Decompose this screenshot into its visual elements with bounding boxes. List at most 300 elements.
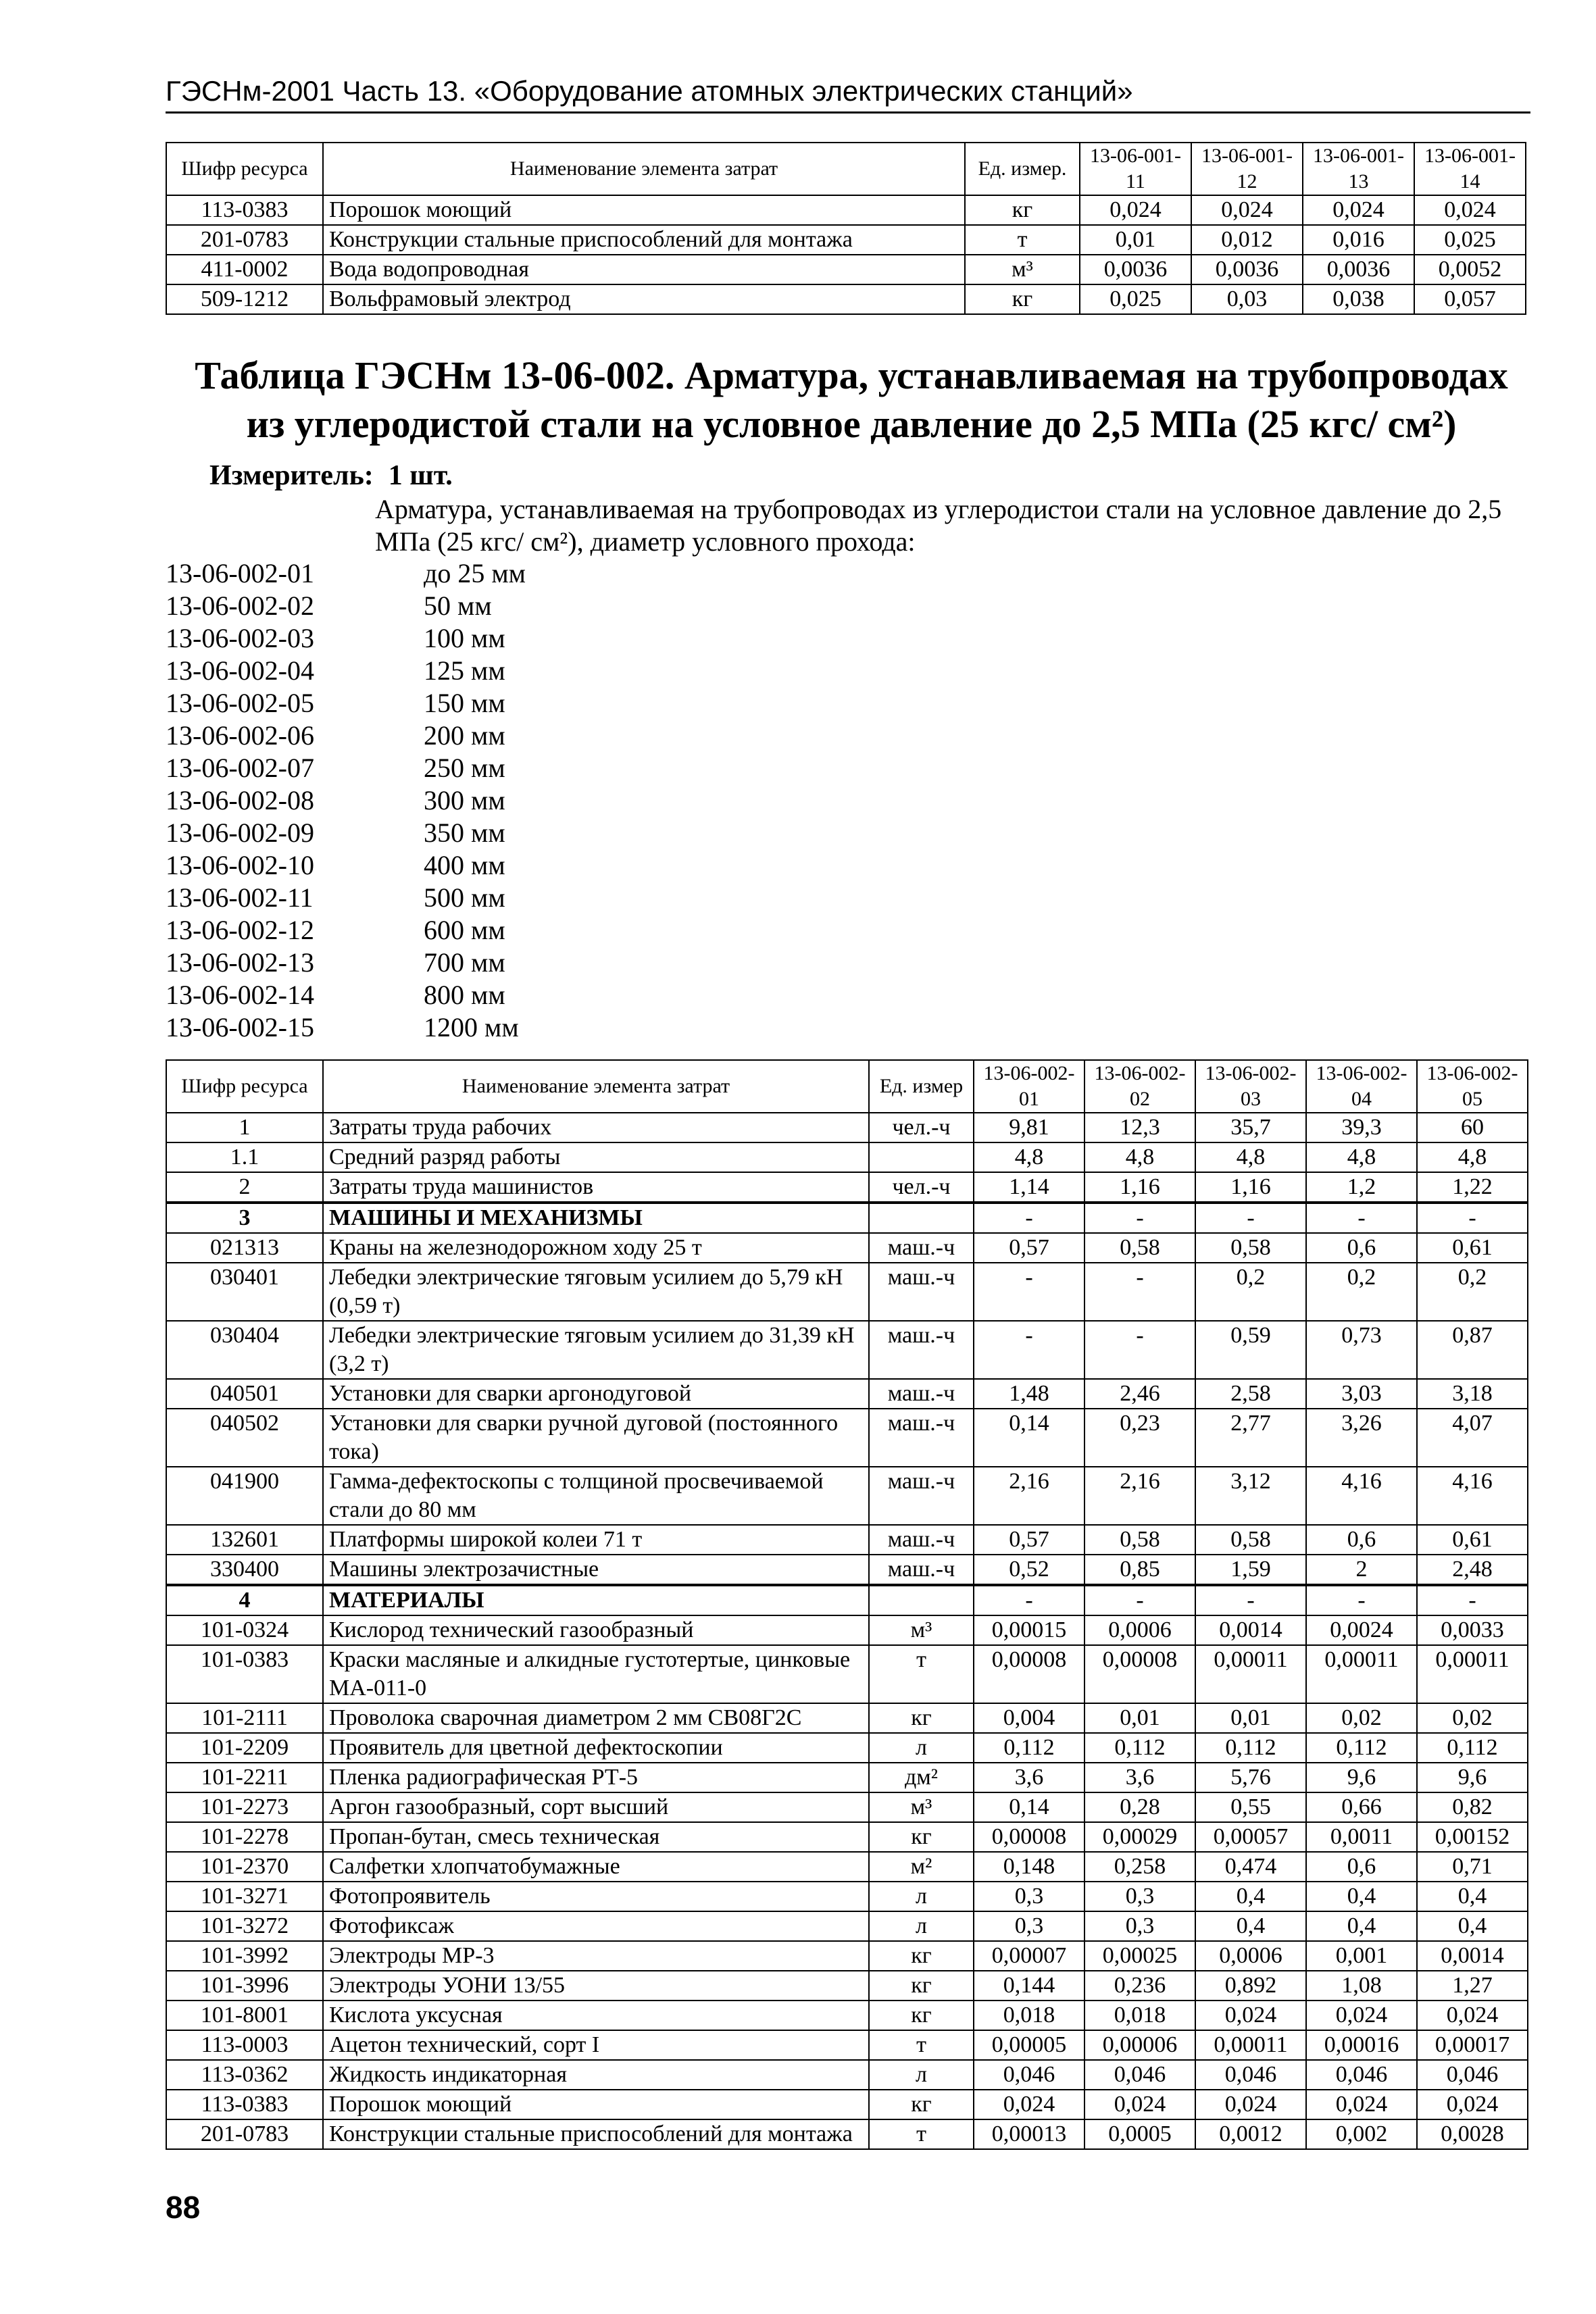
unit-cell	[869, 1585, 974, 1615]
table-row	[166, 1233, 1528, 1263]
value-cell: -	[1084, 1585, 1195, 1615]
resource-name-cell: Установки для сварки аргонодуговой	[323, 1379, 869, 1409]
norm-code: 13-06-002-08	[166, 785, 314, 815]
value-cell: -	[1084, 1321, 1195, 1379]
value-cell: 0,024	[1195, 2001, 1306, 2030]
norm-code: 13-06-002-11	[166, 882, 314, 913]
value-cell: 3,26	[1306, 1409, 1417, 1467]
value-cell: 3,6	[1084, 1763, 1195, 1792]
unit-cell: т	[869, 1645, 974, 1703]
column-header: 13-06-001-13	[1303, 143, 1414, 195]
column-header: 13-06-001-14	[1414, 143, 1526, 195]
resource-code-cell: 101-0324	[166, 1615, 323, 1645]
value-cell: -	[974, 1321, 1084, 1379]
table-row	[166, 1882, 1528, 1911]
value-cell: -	[1417, 1203, 1528, 1233]
value-cell: 0,046	[1417, 2060, 1528, 2090]
column-header: Шифр ресурса	[166, 1060, 323, 1113]
resource-code-cell: 411-0002	[166, 255, 323, 284]
column-header: Ед. измер	[869, 1060, 974, 1113]
value-cell: м³	[965, 255, 1080, 284]
value-cell: 0,58	[1084, 1525, 1195, 1555]
unit-cell: дм²	[869, 1763, 974, 1792]
value-cell: 0,58	[1195, 1525, 1306, 1555]
value-cell: -	[974, 1203, 1084, 1233]
norm-code-item	[166, 590, 526, 622]
value-cell: 0,024	[1417, 2090, 1528, 2119]
value-cell: 0,61	[1417, 1525, 1528, 1555]
value-cell: -	[1306, 1203, 1417, 1233]
value-cell: 0,02	[1306, 1703, 1417, 1733]
norm-diameter: 1200 мм	[424, 1012, 519, 1042]
meter-line	[209, 459, 468, 492]
resource-code-cell: 101-3271	[166, 1882, 323, 1911]
value-cell: 0,14	[974, 1409, 1084, 1467]
resource-name-cell: Вольфрамовый электрод	[323, 284, 965, 314]
value-cell: 0,112	[1084, 1733, 1195, 1763]
value-cell: 0,112	[1417, 1733, 1528, 1763]
norm-code: 13-06-002-15	[166, 1012, 314, 1042]
value-cell: 0,002	[1306, 2119, 1417, 2149]
value-cell: 0,0005	[1084, 2119, 1195, 2149]
resource-name-cell: Конструкции стальные приспособлений для монтажа	[323, 2119, 869, 2149]
value-cell: кг	[965, 195, 1080, 225]
value-cell: 0,00011	[1306, 1645, 1417, 1703]
column-header: 13-06-002-01	[974, 1060, 1084, 1113]
value-cell: 0,112	[1195, 1733, 1306, 1763]
value-cell: 2,46	[1084, 1379, 1195, 1409]
value-cell: 1,16	[1195, 1172, 1306, 1203]
value-cell: 0,55	[1195, 1792, 1306, 1822]
value-cell: 0,144	[974, 1971, 1084, 2001]
column-header: Наименование элемента затрат	[323, 1060, 869, 1113]
resource-name-cell: Фотопроявитель	[323, 1882, 869, 1911]
value-cell: 0,58	[1084, 1233, 1195, 1263]
value-cell: 0,025	[1080, 284, 1191, 314]
value-cell: 0,87	[1417, 1321, 1528, 1379]
resource-code-cell: 4	[166, 1585, 323, 1615]
value-cell: 0,148	[974, 1852, 1084, 1882]
norm-code-item	[166, 622, 526, 655]
table-row	[166, 1263, 1528, 1321]
value-cell: 0,016	[1303, 225, 1414, 255]
resource-code-cell: 113-0383	[166, 2090, 323, 2119]
norm-code: 13-06-002-07	[166, 753, 314, 783]
norm-code: 13-06-002-14	[166, 980, 314, 1010]
value-cell: 0,0052	[1414, 255, 1526, 284]
value-cell: 0,57	[974, 1233, 1084, 1263]
resource-code-cell: 040502	[166, 1409, 323, 1467]
value-cell: 0,0036	[1080, 255, 1191, 284]
value-cell: 0,00017	[1417, 2030, 1528, 2060]
norm-code: 13-06-002-03	[166, 623, 314, 653]
norm-code-item	[166, 752, 526, 784]
table-row	[166, 1941, 1528, 1971]
value-cell: 0,01	[1195, 1703, 1306, 1733]
norm-diameter: 100 мм	[424, 623, 505, 653]
column-header: 13-06-002-03	[1195, 1060, 1306, 1113]
running-header: ГЭСНм-2001 Часть 13. «Оборудование атомных электрических станций»	[166, 71, 1530, 114]
value-cell: 0,0012	[1195, 2119, 1306, 2149]
value-cell: 4,16	[1417, 1467, 1528, 1525]
value-cell: 2,58	[1195, 1379, 1306, 1409]
resource-code-cell: 101-2211	[166, 1763, 323, 1792]
resource-name-cell: Платформы широкой колеи 71 т	[323, 1525, 869, 1555]
resource-name-cell: Краны на железнодорожном ходу 25 т	[323, 1233, 869, 1263]
unit-cell: маш.-ч	[869, 1555, 974, 1585]
norm-code: 13-06-002-12	[166, 915, 314, 945]
value-cell: 0,001	[1306, 1941, 1417, 1971]
norm-code-item	[166, 720, 526, 752]
value-cell: 0,024	[1417, 2001, 1528, 2030]
value-cell: 0,01	[1084, 1703, 1195, 1733]
value-cell: кг	[965, 284, 1080, 314]
table1-header-row	[166, 143, 1526, 195]
unit-cell: м³	[869, 1615, 974, 1645]
value-cell: 0,024	[1306, 2001, 1417, 2030]
value-cell: 0,024	[1191, 195, 1303, 225]
norm-code-item	[166, 1011, 526, 1044]
value-cell: 0,024	[1084, 2090, 1195, 2119]
resource-name-cell: Жидкость индикаторная	[323, 2060, 869, 2090]
resource-code-cell: 040501	[166, 1379, 323, 1409]
value-cell: 0,00011	[1195, 1645, 1306, 1703]
table-row	[166, 2060, 1528, 2090]
norm-diameter: до 25 мм	[424, 558, 526, 588]
value-cell: 1,14	[974, 1172, 1084, 1203]
value-cell: 0,025	[1414, 225, 1526, 255]
value-cell: 4,8	[1084, 1142, 1195, 1172]
value-cell: 0,112	[974, 1733, 1084, 1763]
unit-cell: кг	[869, 1822, 974, 1852]
norm-code-item	[166, 784, 526, 817]
value-cell: 12,3	[1084, 1113, 1195, 1142]
unit-cell: маш.-ч	[869, 1409, 974, 1467]
value-cell: -	[974, 1585, 1084, 1615]
norm-code: 13-06-002-02	[166, 590, 314, 621]
table-row	[166, 2030, 1528, 2060]
value-cell: 0,00008	[1084, 1645, 1195, 1703]
value-cell: 0,59	[1195, 1321, 1306, 1379]
value-cell: 2,16	[1084, 1467, 1195, 1525]
unit-cell: т	[869, 2030, 974, 2060]
resource-code-cell: 509-1212	[166, 284, 323, 314]
resource-code-cell: 030404	[166, 1321, 323, 1379]
resource-name-cell: Аргон газообразный, сорт высший	[323, 1792, 869, 1822]
value-cell: 0,474	[1195, 1852, 1306, 1882]
value-cell: 0,6	[1306, 1852, 1417, 1882]
norm-diameter: 500 мм	[424, 882, 505, 913]
page-number: 88	[166, 2190, 201, 2225]
norm-code: 13-06-002-05	[166, 688, 314, 718]
unit-cell: кг	[869, 1703, 974, 1733]
value-cell: 0,00011	[1417, 1645, 1528, 1703]
resource-name-cell: Порошок моющий	[323, 195, 965, 225]
value-cell: 1,27	[1417, 1971, 1528, 2001]
resource-code-cell: 101-2370	[166, 1852, 323, 1882]
section-row	[166, 1203, 1528, 1233]
value-cell: 0,61	[1417, 1233, 1528, 1263]
table-row	[166, 1763, 1528, 1792]
norm-diameter: 200 мм	[424, 720, 505, 751]
unit-cell: л	[869, 1882, 974, 1911]
value-cell: 0,046	[974, 2060, 1084, 2090]
resource-code-cell: 330400	[166, 1555, 323, 1585]
value-cell: 2,77	[1195, 1409, 1306, 1467]
table-row	[166, 1142, 1528, 1172]
table-row	[166, 1525, 1528, 1555]
table-row	[166, 1409, 1528, 1467]
column-header: 13-06-001-12	[1191, 143, 1303, 195]
value-cell: 0,6	[1306, 1233, 1417, 1263]
norm-code-item	[166, 557, 526, 590]
norm-code: 13-06-002-04	[166, 655, 314, 686]
norm-code-list	[166, 557, 526, 1044]
value-cell: 0,0033	[1417, 1615, 1528, 1645]
norm-diameter: 150 мм	[424, 688, 505, 718]
value-cell: т	[965, 225, 1080, 255]
value-cell: 0,00057	[1195, 1822, 1306, 1852]
resource-name-cell: Затраты труда машинистов	[323, 1172, 869, 1203]
value-cell: 0,0006	[1084, 1615, 1195, 1645]
value-cell: 0,2	[1306, 1263, 1417, 1321]
resource-table-001	[166, 142, 1526, 315]
resource-name-cell: Машины электрозачистные	[323, 1555, 869, 1585]
column-header: 13-06-002-04	[1306, 1060, 1417, 1113]
value-cell: 2	[1306, 1555, 1417, 1585]
table-row	[166, 1971, 1528, 2001]
table2-header-row	[166, 1060, 1528, 1113]
norm-code: 13-06-002-13	[166, 947, 314, 978]
value-cell: 0,012	[1191, 225, 1303, 255]
value-cell: 39,3	[1306, 1113, 1417, 1142]
resource-code-cell: 030401	[166, 1263, 323, 1321]
resource-code-cell: 113-0362	[166, 2060, 323, 2090]
norm-diameter: 250 мм	[424, 753, 505, 783]
resource-code-cell: 101-3996	[166, 1971, 323, 2001]
value-cell: 0,2	[1195, 1263, 1306, 1321]
value-cell: 0,0014	[1195, 1615, 1306, 1645]
column-header: 13-06-002-05	[1417, 1060, 1528, 1113]
resource-code-cell: 201-0783	[166, 2119, 323, 2149]
table-row	[166, 255, 1526, 284]
resource-code-cell: 101-2278	[166, 1822, 323, 1852]
table-row	[166, 1379, 1528, 1409]
value-cell: 0,23	[1084, 1409, 1195, 1467]
resource-name-cell: Затраты труда рабочих	[323, 1113, 869, 1142]
norm-intro: Арматура, устанавливаемая на трубопроводах из углеродистои стали на условное давление до 2,5 МПа (25 кгс/ см²), диаметр условного прохода:	[375, 494, 1502, 557]
resource-name-cell: Средний разряд работы	[323, 1142, 869, 1172]
norm-code: 13-06-002-01	[166, 558, 314, 588]
value-cell: 0,3	[1084, 1911, 1195, 1941]
value-cell: 1,22	[1417, 1172, 1528, 1203]
value-cell: 0,01	[1080, 225, 1191, 255]
unit-cell: маш.-ч	[869, 1321, 974, 1379]
resource-code-cell: 101-0383	[166, 1645, 323, 1703]
norm-code-item	[166, 882, 526, 914]
unit-cell: маш.-ч	[869, 1263, 974, 1321]
table-row	[166, 1172, 1528, 1203]
resource-name-cell: Проявитель для цветной дефектоскопии	[323, 1733, 869, 1763]
resource-code-cell: 132601	[166, 1525, 323, 1555]
value-cell: 3,6	[974, 1763, 1084, 1792]
unit-cell: кг	[869, 1971, 974, 2001]
table-row	[166, 1467, 1528, 1525]
value-cell: 0,0014	[1417, 1941, 1528, 1971]
unit-cell: маш.-ч	[869, 1233, 974, 1263]
value-cell: 2,16	[974, 1467, 1084, 1525]
value-cell: -	[1417, 1585, 1528, 1615]
value-cell: 0,024	[1306, 2090, 1417, 2119]
resource-code-cell: 113-0003	[166, 2030, 323, 2060]
value-cell: 0,057	[1414, 284, 1526, 314]
unit-cell: т	[869, 2119, 974, 2149]
resource-name-cell: Лебедки электрические тяговым усилием до 31,39 кН (3,2 т)	[323, 1321, 869, 1379]
column-header: Шифр ресурса	[166, 143, 323, 195]
value-cell: 0,28	[1084, 1792, 1195, 1822]
resource-code-cell: 101-2273	[166, 1792, 323, 1822]
table-row	[166, 2001, 1528, 2030]
column-header: Ед. измер.	[965, 143, 1080, 195]
resource-name-cell: Лебедки электрические тяговым усилием до 5,79 кН (0,59 т)	[323, 1263, 869, 1321]
norm-diameter: 600 мм	[424, 915, 505, 945]
value-cell: 0,0011	[1306, 1822, 1417, 1852]
resource-code-cell: 021313	[166, 1233, 323, 1263]
section-row	[166, 1585, 1528, 1615]
resource-name-cell: Пропан-бутан, смесь техническая	[323, 1822, 869, 1852]
value-cell: 0,00008	[974, 1822, 1084, 1852]
value-cell: 4,8	[1306, 1142, 1417, 1172]
meter-label: Измеритель:	[209, 460, 374, 491]
value-cell: 0,6	[1306, 1525, 1417, 1555]
resource-code-cell: 101-3272	[166, 1911, 323, 1941]
resource-name-cell: Электроды МР-3	[323, 1941, 869, 1971]
norm-diameter: 700 мм	[424, 947, 505, 978]
value-cell: 0,018	[1084, 2001, 1195, 2030]
value-cell: 3,03	[1306, 1379, 1417, 1409]
value-cell: 0,4	[1195, 1911, 1306, 1941]
resource-name-cell: Электроды УОНИ 13/55	[323, 1971, 869, 2001]
resource-code-cell: 101-8001	[166, 2001, 323, 2030]
value-cell: 0,4	[1195, 1882, 1306, 1911]
resource-name-cell: Кислота уксусная	[323, 2001, 869, 2030]
value-cell: 1,08	[1306, 1971, 1417, 2001]
unit-cell: чел.-ч	[869, 1113, 974, 1142]
table-row	[166, 1321, 1528, 1379]
unit-cell: л	[869, 2060, 974, 2090]
resource-code-cell: 3	[166, 1203, 323, 1233]
value-cell: 0,024	[1080, 195, 1191, 225]
unit-cell: маш.-ч	[869, 1525, 974, 1555]
value-cell: 0,4	[1417, 1882, 1528, 1911]
meter-value: 1 шт.	[388, 460, 453, 491]
norm-code-item	[166, 947, 526, 979]
norm-diameter: 400 мм	[424, 850, 505, 880]
norm-code: 13-06-002-06	[166, 720, 314, 751]
value-cell: 0,0028	[1417, 2119, 1528, 2149]
resource-name-cell: Краски масляные и алкидные густотертые, цинковые МА-011-0	[323, 1645, 869, 1703]
value-cell: 9,6	[1306, 1763, 1417, 1792]
value-cell: 0,3	[974, 1911, 1084, 1941]
value-cell: 0,00011	[1195, 2030, 1306, 2060]
table-row	[166, 1703, 1528, 1733]
value-cell: 0,03	[1191, 284, 1303, 314]
table-row	[166, 2090, 1528, 2119]
norm-code-item	[166, 655, 526, 687]
table-row	[166, 2119, 1528, 2149]
value-cell: 0,71	[1417, 1852, 1528, 1882]
value-cell: 4,07	[1417, 1409, 1528, 1467]
unit-cell: чел.-ч	[869, 1172, 974, 1203]
value-cell: 9,6	[1417, 1763, 1528, 1792]
column-header: 13-06-001-11	[1080, 143, 1191, 195]
resource-code-cell: 041900	[166, 1467, 323, 1525]
resource-code-cell: 101-2209	[166, 1733, 323, 1763]
value-cell: 0,3	[1084, 1882, 1195, 1911]
unit-cell: л	[869, 1911, 974, 1941]
resource-name-cell: МАТЕРИАЛЫ	[323, 1585, 869, 1615]
resource-name-cell: Ацетон технический, сорт I	[323, 2030, 869, 2060]
unit-cell	[869, 1203, 974, 1233]
value-cell: -	[1306, 1585, 1417, 1615]
value-cell: 0,0036	[1303, 255, 1414, 284]
value-cell: 0,258	[1084, 1852, 1195, 1882]
table-row	[166, 195, 1526, 225]
value-cell: 0,024	[1414, 195, 1526, 225]
value-cell: 0,00005	[974, 2030, 1084, 2060]
value-cell: 3,12	[1195, 1467, 1306, 1525]
norm-code-item	[166, 687, 526, 720]
norm-code-item	[166, 914, 526, 947]
table-row	[166, 1822, 1528, 1852]
table-row	[166, 1911, 1528, 1941]
value-cell: -	[1195, 1203, 1306, 1233]
value-cell: 0,112	[1306, 1733, 1417, 1763]
value-cell: 0,046	[1195, 2060, 1306, 2090]
table-row	[166, 1852, 1528, 1882]
value-cell: 3,18	[1417, 1379, 1528, 1409]
resource-name-cell: Проволока сварочная диаметром 2 мм СВ08Г2С	[323, 1703, 869, 1733]
norm-code-item	[166, 849, 526, 882]
value-cell: -	[974, 1263, 1084, 1321]
value-cell: 0,0024	[1306, 1615, 1417, 1645]
value-cell: 4,8	[974, 1142, 1084, 1172]
resource-name-cell: Конструкции стальные приспособлений для монтажа	[323, 225, 965, 255]
column-header: 13-06-002-02	[1084, 1060, 1195, 1113]
value-cell: 0,00006	[1084, 2030, 1195, 2060]
table-row	[166, 1113, 1528, 1142]
value-cell: 0,0036	[1191, 255, 1303, 284]
value-cell: 0,66	[1306, 1792, 1417, 1822]
value-cell: 0,004	[974, 1703, 1084, 1733]
table-row	[166, 1645, 1528, 1703]
value-cell: 4,8	[1417, 1142, 1528, 1172]
resource-table-002	[166, 1059, 1528, 2150]
unit-cell: кг	[869, 2001, 974, 2030]
value-cell: 0,0006	[1195, 1941, 1306, 1971]
norm-code: 13-06-002-09	[166, 818, 314, 848]
unit-cell: м³	[869, 1792, 974, 1822]
value-cell: 0,4	[1306, 1882, 1417, 1911]
value-cell: -	[1084, 1263, 1195, 1321]
value-cell: 1,59	[1195, 1555, 1306, 1585]
norm-code-item	[166, 817, 526, 849]
unit-cell: маш.-ч	[869, 1379, 974, 1409]
value-cell: 0,00016	[1306, 2030, 1417, 2060]
value-cell: 0,018	[974, 2001, 1084, 2030]
resource-name-cell: Кислород технический газообразный	[323, 1615, 869, 1645]
unit-cell: маш.-ч	[869, 1467, 974, 1525]
